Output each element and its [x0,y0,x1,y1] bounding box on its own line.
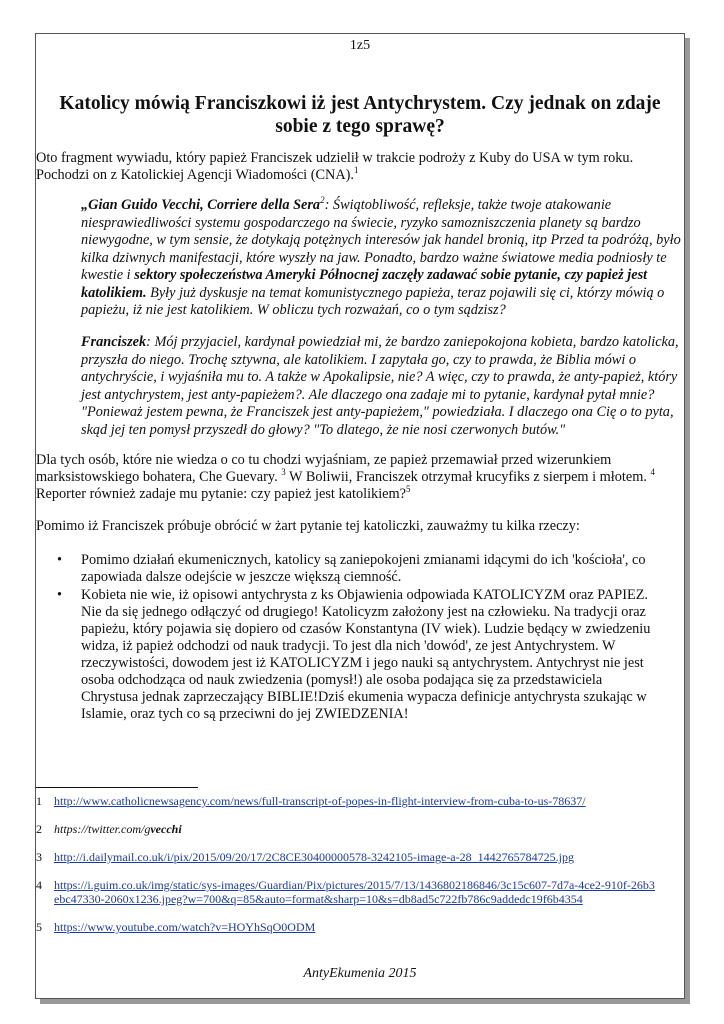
page-number: 1z5 [349,38,371,53]
footnote-ref[interactable]: 2 [320,195,325,206]
quote-text: : Mój przyjaciel, kardynał powiedział mi, że bardzo zaniepokojona kobieta, bardzo katolicka, przyszła do niego. Trochę sztywna, ale katolikiem. I zapytała go, czy to prawda, że Biblia mówi o antychryście, i wyjaśniła mu to. A także w Apokalipsie, nie? A więc, czy to prawda, że anty-papież, który jest antychrystem, jest anty-papieżem?. Ale dlaczego ona zadaje mi to pytanie, kardynał pytał mnie? "Ponieważ jestem pewna, że Franciszek jest anty-papieżem," powiedziała. I dlaczego ona Cię o to pyta, skąd jej ten pomysł przyszedł do głowy? "To dlatego, że nie nosi czerwonych butów." [81,334,679,438]
footnote-number: 5 [36,920,42,934]
quote-vecchi [81,197,681,320]
page-footer: AntyEkumenia 2015 [303,966,417,981]
footnote-1 [36,794,676,808]
footnote-number: 4 [36,878,42,892]
footnote-number: 3 [36,850,42,864]
paragraph-text: Reporter również zadaje mu pytanie: czy papież jest katolikiem? [36,486,406,502]
page-title: Katolicy mówią Franciszkowi iż jest Antychrystem. Czy jednak on zdaje sobie z tego sprawę? [59,93,661,137]
quote-franciszek [81,334,681,439]
footnote-number: 1 [36,794,42,808]
footnote-text-bold: vecchi [150,822,182,836]
list-item-text: Kobieta nie wie, iż opisowi antychrysta z ks Objawienia odpowiada KATOLICYZM oraz PAPIEZ. Nie da się jednego odłączyć od drugiego! Katolicyzm założony jest na człowieku. Na tradycji oraz papieżu, który pojawia się dopiero od czasów Konstantyna (IV wiek). Ludzie będący w zwiedzeniu widza, iż papież odchodzi od nauk tradycji. To jest dla nich 'dowód', ze jest Antychrystem. W rzeczywistości, dowodem jest iż KATOLICYZM i jego nauki są antychrystem. Antychryst nie jest osoba odchodząca od nauk zwiedzenia (pomysł!) ale osoba podająca się za przedstawiciela Chrystusa jednak zaprzeczający BIBLIE!Dziś ekumenia wypacza definicje antychrysta szukając w Islamie, oraz tych co są przeciwni do jej ZWIEDZENIA! [81,587,651,722]
footnote-text: https://twitter.com/g [54,822,151,836]
quote-text: Były już dyskusje na temat komunistycznego papieża, teraz pojawili się ci, którzy mówią o papieżu, iż nie jest katolikiem. W obliczu tych rozważań, co o tym sądzisz? [81,284,665,318]
bullet-icon: • [57,552,63,568]
quote-speaker: Franciszek [81,334,147,350]
footnote-link[interactable]: https://i.guim.co.uk/img/static/sys-images/Guardian/Pix/pictures/2015/7/13/1436802186846/3c15c607-7d7a-4ce2-910f-26b3ebc47330-2060x1236.jpeg?w=700&q=85&auto=format&sharp=10&s=db8ad5c722fb786c9addedc19f6b4354 [54,878,655,906]
footnote-link[interactable]: http://www.catholicnewsagency.com/news/full-transcript-of-popes-in-flight-interview-from-cuba-to-us-78637/ [54,794,586,808]
quote-bold-text: sektory społeczeństwa Ameryki Północnej zaczęły zadawać sobie pytanie, czy papież jest katolikiem. [81,267,648,301]
footnote-ref[interactable]: 5 [405,484,411,495]
document-page [35,33,685,999]
quote-speaker: „Gian Guido Vecchi, Corriere della Sera [81,197,321,213]
footnote-3 [36,850,676,864]
footnote-link[interactable]: http://i.dailymail.co.uk/i/pix/2015/09/20/17/2C8CE30400000578-3242105-image-a-28_1442765784725.jpg [54,850,574,864]
footnote-2 [36,822,676,836]
footnote-number: 2 [36,822,42,836]
footnote-ref[interactable]: 3 [281,467,286,478]
bullet-icon: • [57,587,63,603]
intro-text: Oto fragment wywiadu, który papież Franciszek udzielił w trakcie podroży z Kuby do USA w tym roku. Pochodzi on z Katolickiej Agencji Wiadomości (CNA). [36,150,634,183]
paragraph-observations: Pomimo iż Franciszek próbuje obrócić w żart pytanie tej katoliczki, zauważmy tu kilka rzeczy: [36,518,580,534]
quote-text: : Świątobliwość, refleksje, także twoje atakowanie niesprawiedliwości systemu gospodarczego na świecie, ryzyko samozniszczenia planety są bardzo niewygodne, w tym sensie, że dotykają potężnych interesów jak handel bronią, itp Przed ta podróżą, było kilka dziwnych manifestacji, które wyszły na jaw. Ponadto, bardzo ważne światowe media podniosły te kwestie i [81,197,681,283]
footnote-link[interactable]: https://www.youtube.com/watch?v=HOYhSqO0ODM [54,920,316,934]
footnote-ref[interactable]: 4 [650,467,655,478]
footnote-4 [36,878,656,906]
paragraph-che-guevara [36,452,676,503]
paragraph-text: Dla tych osób, które nie wiedza o co tu chodzi wyjaśniam, ze papież przemawiał przed wizerunkiem marksistowskiego bohatera, Che Guevary. [36,452,612,485]
list-item-text: Pomimo działań ekumenicznych, katolicy są zaniepokojeni zmianami idącymi do ich 'kościoła', co zapowiada dalsze odejście w jeszcze większą ciemność. [81,552,646,585]
bullet-list [36,552,661,723]
footnote-separator [36,787,198,788]
list-item [36,587,661,723]
list-item [36,552,661,586]
footnote-ref[interactable]: 1 [354,165,359,176]
paragraph-text: W Boliwii, Franciszek otrzymał krucyfiks z sierpem i młotem. [285,469,651,485]
intro-paragraph [36,150,676,184]
footnote-5 [36,920,676,934]
